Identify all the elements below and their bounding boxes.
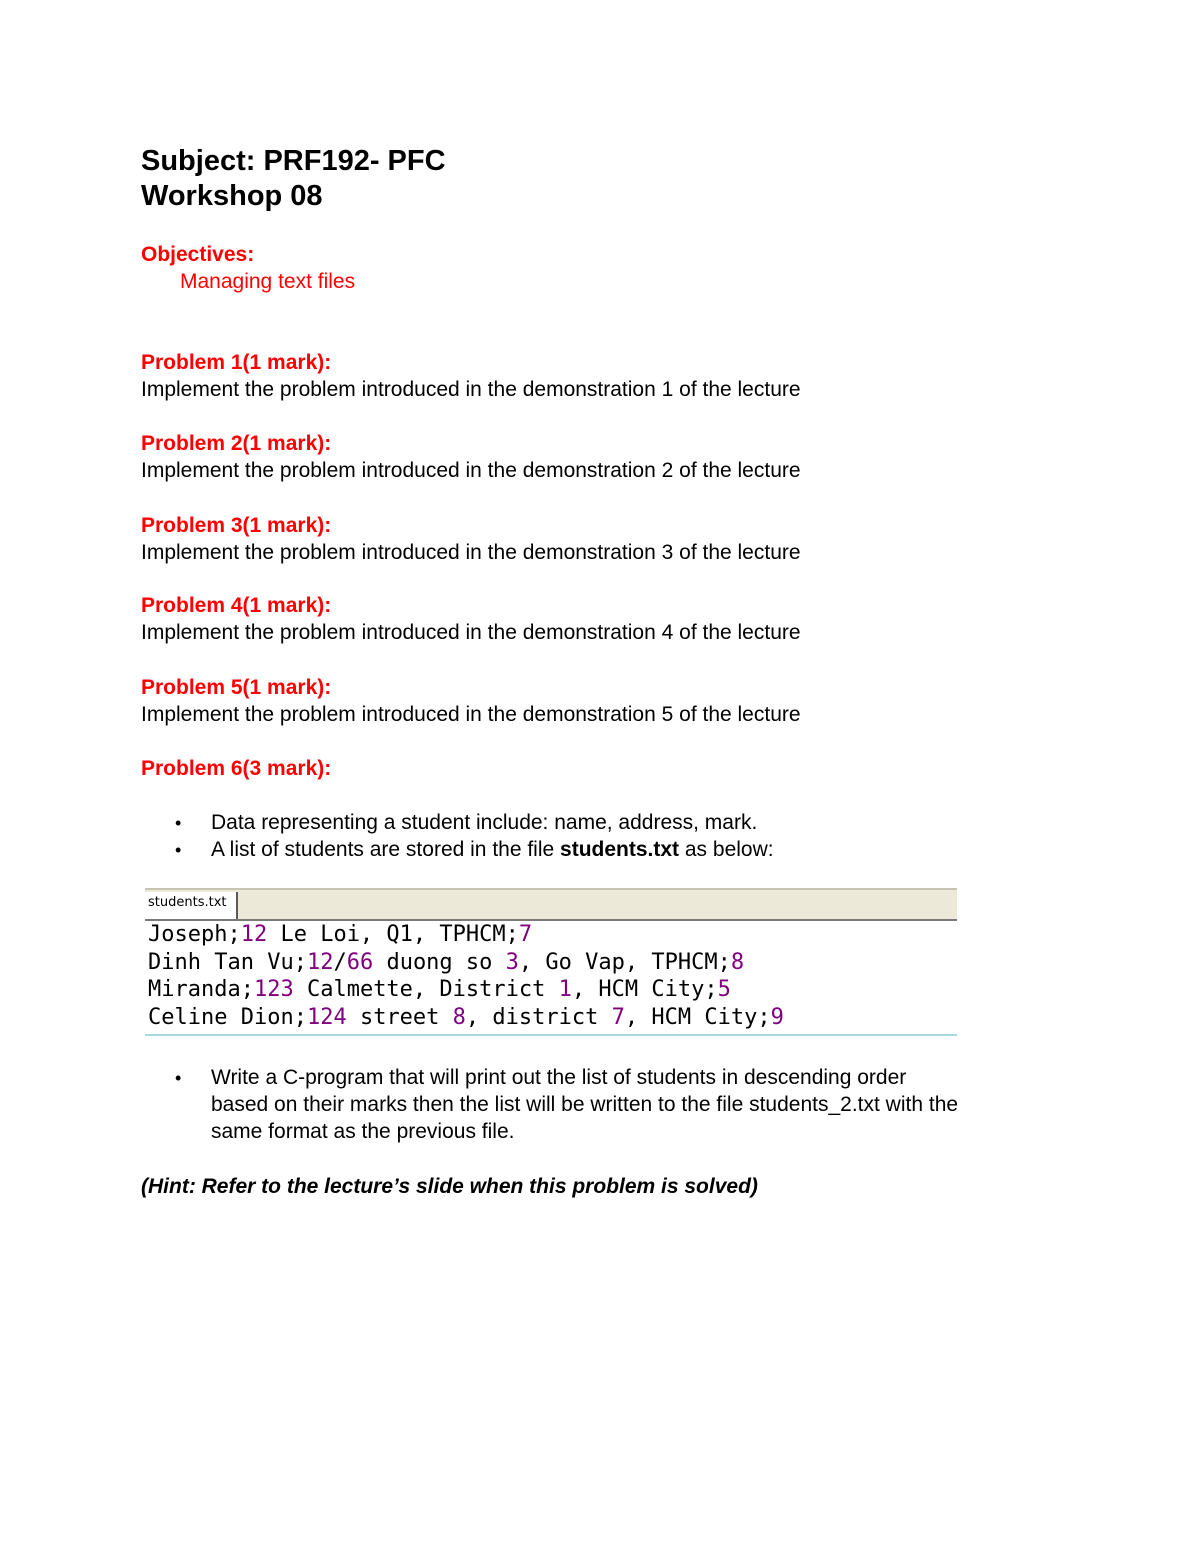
file-number-token: 123 xyxy=(253,977,294,1002)
file-text-token: Celine Dion; xyxy=(148,1005,307,1030)
problem-1-heading: Problem 1(1 mark): xyxy=(141,351,332,374)
file-text-token: Calmette, District xyxy=(293,977,559,1002)
objectives-heading: Objectives: xyxy=(141,243,255,266)
file-number-token: 12 xyxy=(306,950,334,975)
students-file-viewer xyxy=(145,888,957,1036)
problem-6-heading: Problem 6(3 mark): xyxy=(141,757,332,780)
problem-1-text: Implement the problem introduced in the demonstration 1 of the lecture xyxy=(141,378,801,401)
file-tab-students-txt[interactable]: students.txt xyxy=(145,892,238,919)
problem-2-text: Implement the problem introduced in the demonstration 2 of the lecture xyxy=(141,459,801,482)
bullet-2-suffix: as below: xyxy=(679,838,774,861)
problem-6-bullet-3-line-1: Write a C-program that will print out the list of students in descending order xyxy=(211,1066,907,1089)
file-text-token: , Go Vap, TPHCM; xyxy=(518,950,731,975)
file-line xyxy=(148,1004,784,1031)
file-text-token: Le Loi, Q1, TPHCM; xyxy=(267,922,519,947)
file-number-token: 5 xyxy=(717,977,731,1002)
problem-3-heading: Problem 3(1 mark): xyxy=(141,514,332,537)
file-line xyxy=(148,949,744,976)
file-text-token: Dinh Tan Vu; xyxy=(148,950,307,975)
file-number-token: 8 xyxy=(452,1005,466,1030)
objectives-item: Managing text files xyxy=(180,270,356,293)
problem-3-text: Implement the problem introduced in the demonstration 3 of the lecture xyxy=(141,541,801,564)
problem-6-bullet-2 xyxy=(211,837,774,863)
bullet-2-prefix: A list of students are stored in the file xyxy=(211,838,561,861)
problem-6-bullet-3-line-2: based on their marks then the list will be written to the file students_2.txt with the xyxy=(211,1093,959,1116)
bullet-icon: • xyxy=(175,840,182,860)
file-number-token: 3 xyxy=(505,950,519,975)
file-number-token: 12 xyxy=(240,922,268,947)
workshop-title: Workshop 08 xyxy=(141,180,323,212)
problem-6-bullet-1: Data representing a student include: name, address, mark. xyxy=(211,811,758,834)
file-text-token: duong so xyxy=(373,950,506,975)
bullet-icon: • xyxy=(175,813,182,833)
file-text-token: street xyxy=(346,1005,453,1030)
problem-6-bullet-3-line-3: same format as the previous file. xyxy=(211,1120,515,1143)
file-line xyxy=(148,976,731,1003)
problem-5-heading: Problem 5(1 mark): xyxy=(141,676,332,699)
file-number-token: 7 xyxy=(611,1005,625,1030)
file-text-token: , district xyxy=(465,1005,612,1030)
file-number-token: 124 xyxy=(306,1005,347,1030)
file-number-token: 1 xyxy=(558,977,572,1002)
filename-students-txt: students.txt xyxy=(560,838,680,861)
file-content xyxy=(145,921,957,1034)
file-number-token: 8 xyxy=(730,950,745,975)
hint-text: (Hint: Refer to the lecture’s slide when this problem is solved) xyxy=(141,1175,758,1198)
file-text-token: , HCM City; xyxy=(624,1005,771,1030)
file-number-token: 7 xyxy=(518,922,533,947)
subject-title: Subject: PRF192- PFC xyxy=(141,145,446,177)
problem-4-heading: Problem 4(1 mark): xyxy=(141,594,332,617)
file-line xyxy=(148,921,532,948)
file-text-token: Joseph; xyxy=(148,922,241,947)
bullet-icon: • xyxy=(175,1068,182,1088)
problem-5-text: Implement the problem introduced in the demonstration 5 of the lecture xyxy=(141,703,801,726)
problem-4-text: Implement the problem introduced in the demonstration 4 of the lecture xyxy=(141,621,801,644)
file-text-token: / xyxy=(333,950,347,975)
problem-2-heading: Problem 2(1 mark): xyxy=(141,432,332,455)
file-text-token: , HCM City; xyxy=(571,977,718,1002)
file-tab-bar xyxy=(145,888,957,919)
file-number-token: 9 xyxy=(770,1005,784,1030)
file-text-token: Miranda; xyxy=(148,977,254,1002)
file-number-token: 66 xyxy=(346,950,374,975)
file-viewer-bottom-border xyxy=(145,1034,957,1036)
